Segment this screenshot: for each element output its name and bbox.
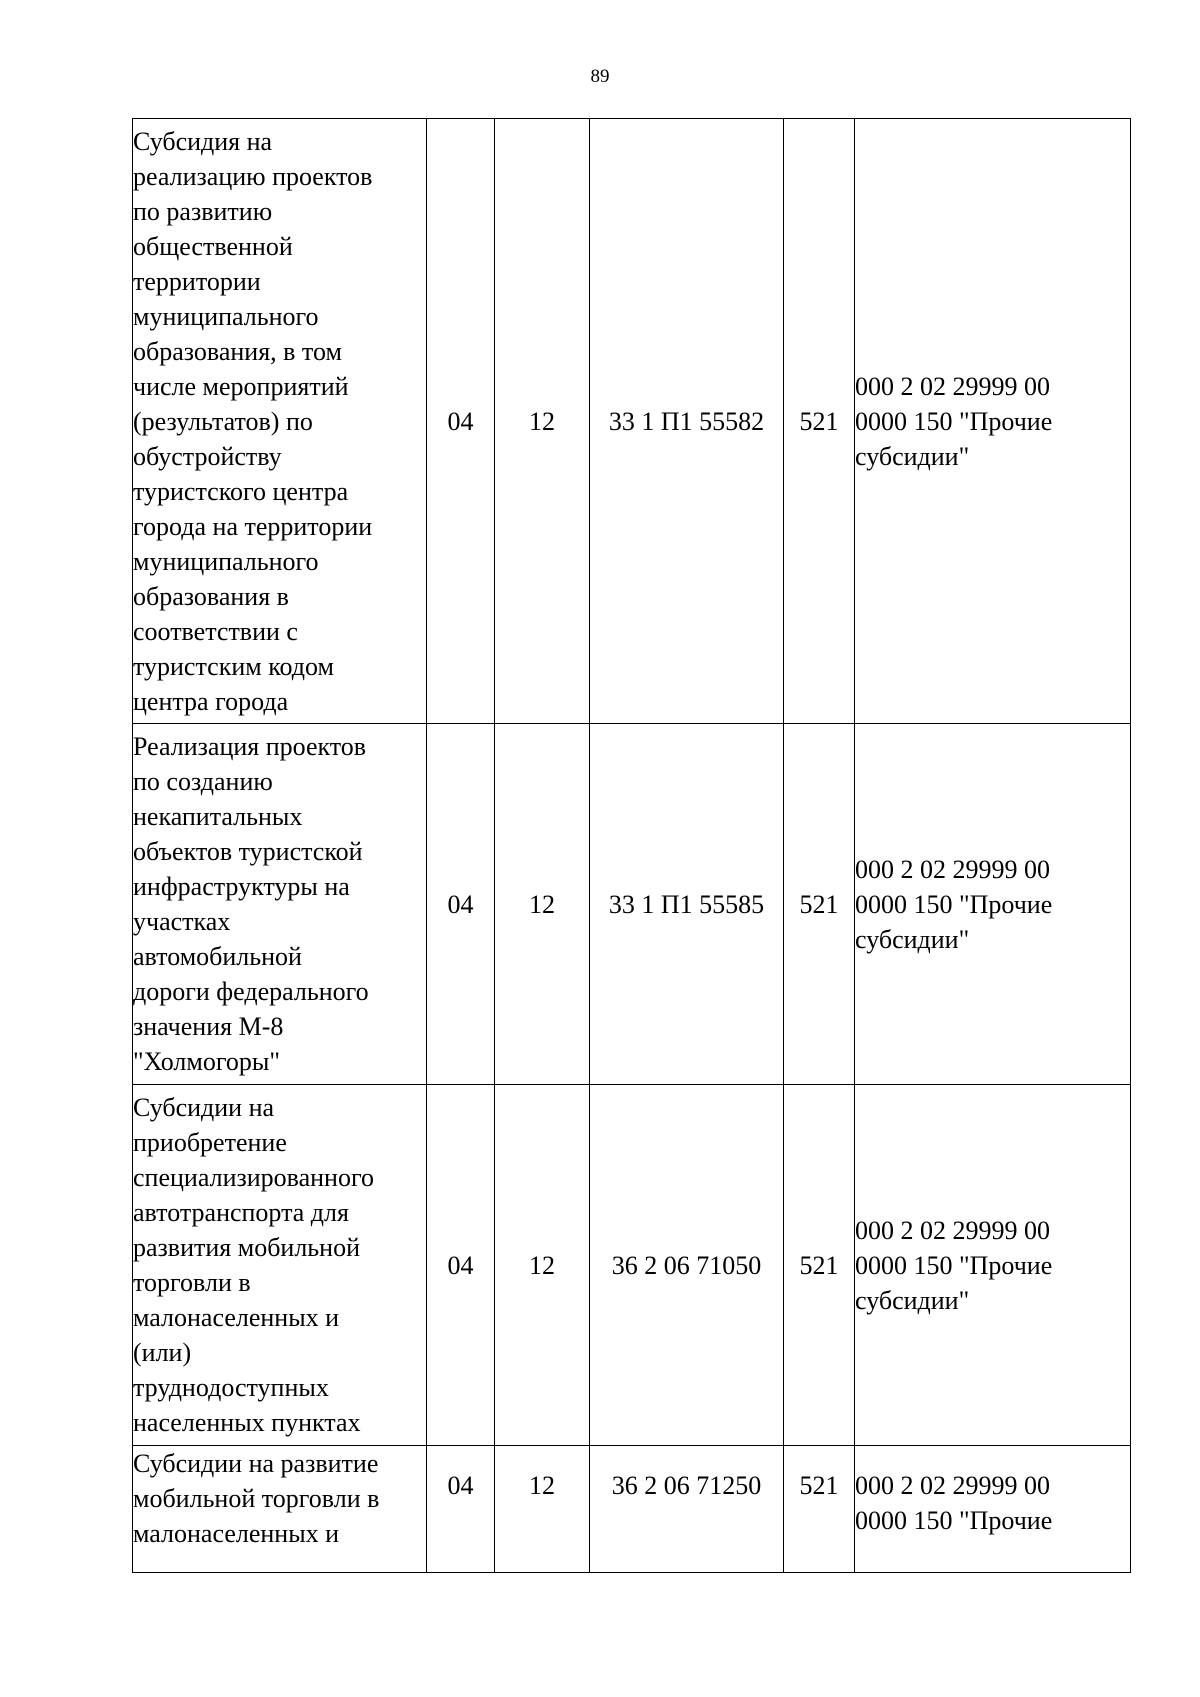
row-revenue-code-cell: 000 2 02 29999 00 0000 150 "Прочие субсидии" [855,1085,1131,1446]
table-row [133,119,1131,724]
table-row [133,1085,1131,1446]
row-target-code-cell: 36 2 06 71250 [590,1446,784,1573]
page-number: 89 [590,66,610,87]
row-name-cell: Субсидии на развитие мобильной торговли в малонаселенных и [133,1446,427,1573]
row-target-code-cell: 33 1 П1 55585 [590,724,784,1085]
row-name-cell: Реализация проектов по созданию некапитальных объектов туристской инфраструктуры на участках автомобильной дороги федерального значения М-8 "Холмогоры" [133,724,427,1085]
table-row [133,1446,1131,1573]
row-target-code-cell: 36 2 06 71050 [590,1085,784,1446]
row-target-code-cell: 33 1 П1 55582 [590,119,784,724]
row-subsection-cell: 12 [495,1085,590,1446]
row-name-cell: Субсидии на приобретение специализированного автотранспорта для развития мобильной торговли в малонаселенных и (или) труднодоступных населенных пунктах [133,1085,427,1446]
row-expense-type-cell: 521 [784,1085,855,1446]
row-section-cell: 04 [427,1446,495,1573]
table-row [133,724,1131,1085]
row-subsection-cell: 12 [495,724,590,1085]
row-subsection-cell: 12 [495,1446,590,1573]
subsidy-table [132,118,1131,1573]
row-subsection-cell: 12 [495,119,590,724]
row-revenue-code-cell: 000 2 02 29999 00 0000 150 "Прочие субсидии" [855,724,1131,1085]
row-name-cell: Субсидия на реализацию проектов по развитию общественной территории муниципального образования, в том числе мероприятий (результатов) по обустройству туристского центра города на территории муниципального образования в соответствии с туристским кодом центра города [133,119,427,724]
row-expense-type-cell: 521 [784,1446,855,1573]
row-revenue-code-cell: 000 2 02 29999 00 0000 150 "Прочие субсидии" [855,119,1131,724]
row-section-cell: 04 [427,119,495,724]
row-expense-type-cell: 521 [784,724,855,1085]
row-section-cell: 04 [427,1085,495,1446]
row-revenue-code-cell: 000 2 02 29999 00 0000 150 "Прочие [855,1446,1131,1573]
row-expense-type-cell: 521 [784,119,855,724]
row-section-cell: 04 [427,724,495,1085]
